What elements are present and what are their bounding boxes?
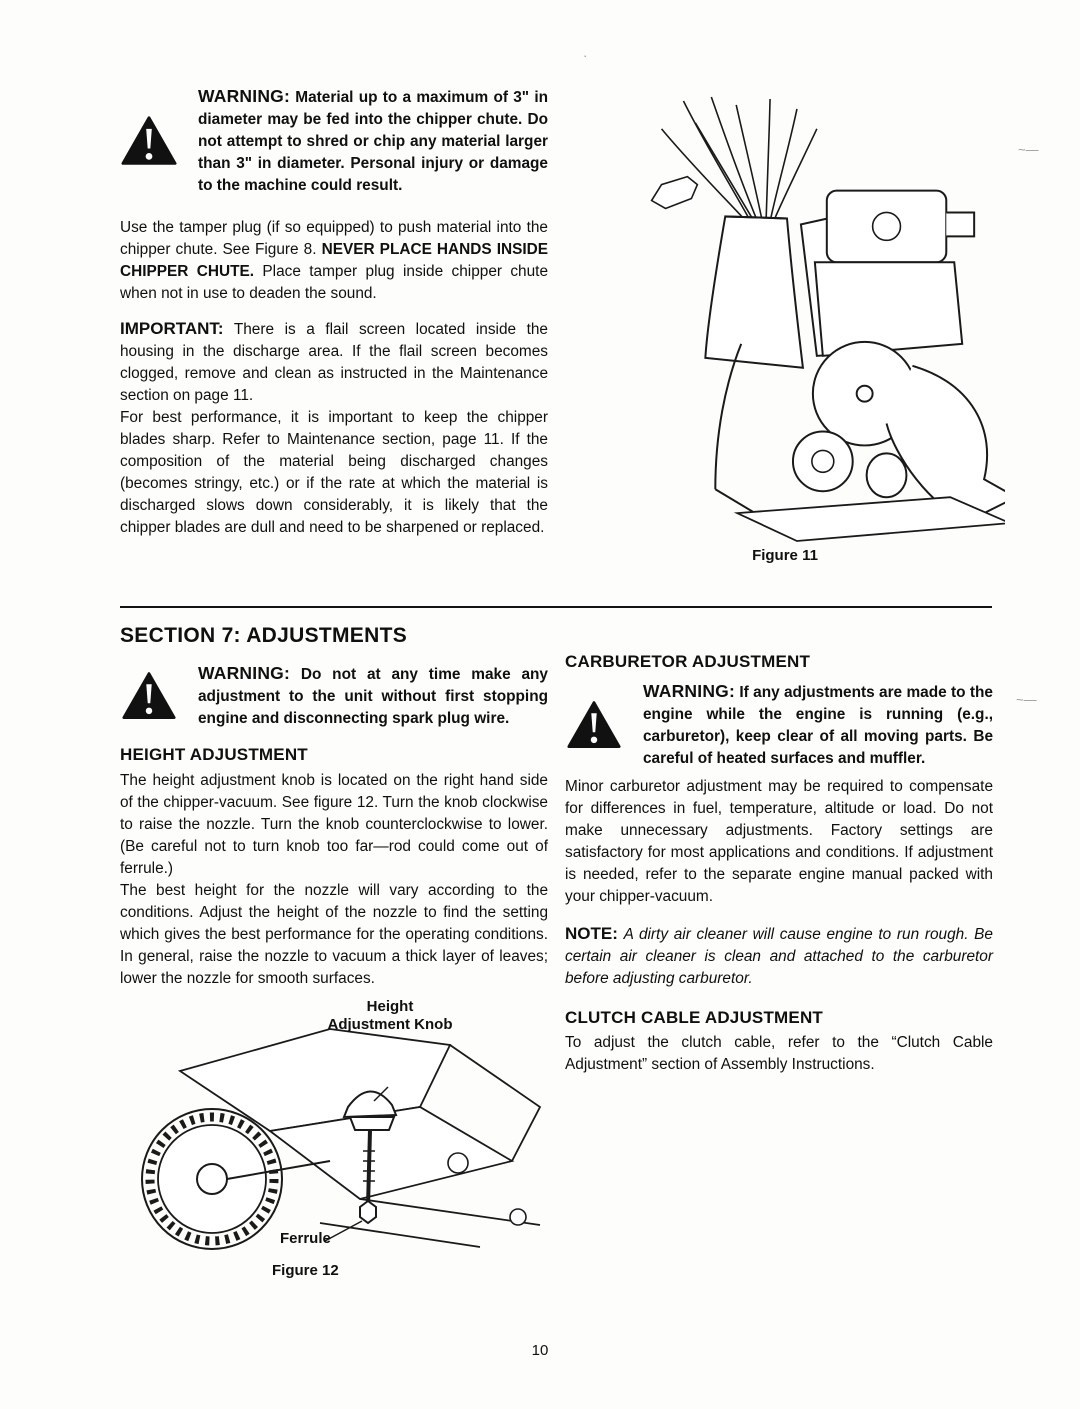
tamper-plug-text: Use the tamper plug (if so equipped) to push material into the chipper chute. See Figure 8. [120, 219, 548, 258]
note-text: A dirty air cleaner will cause engine to run rough. Be certain air cleaner is clean and attached to the carburetor before adjusting carburetor. [565, 926, 993, 987]
figure-11 [565, 95, 1005, 564]
never-place-hands-warning: NEVER PLACE HANDS INSIDE CHIPPER CHUTE. [120, 241, 549, 280]
scan-artifact: ~— [1018, 142, 1039, 157]
scan-artifact: ~— [1016, 692, 1037, 707]
figure-11-caption: Figure 11 [752, 547, 818, 564]
carburetor-paragraph: Minor carburetor adjustment may be required to compensate for differences in fuel, temperature, altitude or load. Do not make unnecessary adjustments. Factory settings are satisfactory for most applications and conditions. If adjustment is needed, refer to the separate engine manual packed with your chipper-vacuum. [565, 778, 993, 905]
tamper-plug-text-2: Place tamper plug inside chipper chute when not in use to deaden the sound. [120, 263, 549, 302]
clutch-cable-title: CLUTCH CABLE ADJUSTMENT [565, 1008, 824, 1027]
carburetor-adjustment-title: CARBURETOR ADJUSTMENT [565, 652, 811, 671]
warning-label: WARNING: [198, 663, 291, 683]
page-number: 10 [531, 1342, 549, 1359]
figure-12-ferrule-label: Ferrule [280, 1230, 331, 1247]
note-label: NOTE: [565, 924, 618, 943]
warning-engine-block [565, 680, 993, 770]
note-paragraph [565, 923, 993, 990]
top-left-column [120, 85, 548, 539]
warning-body: If any adjustments are made to the engine while the engine is running (e.g., carburetor), keep clear of all moving parts. Be careful of heated surfaces and muffler. [643, 684, 993, 767]
warning-triangle-icon [565, 700, 623, 750]
warning-material-block [120, 85, 548, 197]
important-text: There is a flail screen located inside the housing in the discharge area. If the flail screen becomes clogged, remove and clean as instructed in the Maintenance section on page 11. [120, 321, 548, 404]
height-adjustment-paragraph-2: The best height for the nozzle will vary according to the conditions. Adjust the height of the nozzle to find the setting which gives the best performance for the operating conditions. In general, raise the nozzle to vacuum a thick layer of leaves; lower the nozzle for smooth surfaces. [120, 882, 548, 987]
important-label: IMPORTANT: [120, 319, 224, 338]
figure-12 [120, 998, 548, 1298]
warning-label: WARNING: [198, 86, 291, 106]
warning-triangle-icon [120, 671, 178, 721]
warning-adjustment-block [120, 662, 548, 730]
warning-material-text [198, 85, 548, 197]
warning-triangle-icon [120, 115, 178, 167]
warning-label: WARNING: [643, 681, 736, 701]
height-adjustment-paragraph-1: The height adjustment knob is located on the right hand side of the chipper-vacuum. See figure 12. Turn the knob clockwise to raise the nozzle. Turn the knob counterclockwise to lower. (Be careful not to turn knob too far—rod could come out of ferrule.) [120, 772, 548, 877]
figure-12-caption: Figure 12 [272, 1262, 339, 1279]
bottom-right-column [565, 652, 993, 1076]
chipper-vacuum-illustration [565, 95, 1005, 543]
clutch-cable-paragraph: To adjust the clutch cable, refer to the “Clutch Cable Adjustment” section of Assembly Instructions. [565, 1034, 993, 1073]
tamper-plug-paragraph [120, 217, 548, 305]
best-performance-paragraph: For best performance, it is important to keep the chipper blades sharp. Refer to Maintenance section, page 11. If the composition of the material being discharged changes (becomes stringy, etc.) or if the rate at which the material is discharged slows down considerably, it is likely that the chipper blades are dull and need to be sharpened or replaced. [120, 409, 548, 536]
bottom-left-column [120, 624, 548, 1298]
warning-engine-text [643, 680, 993, 770]
warning-adjustment-text [198, 662, 548, 730]
important-paragraph [120, 318, 548, 407]
scan-artifact: · [583, 48, 588, 63]
figure-12-knob-label: Height Adjustment Knob [327, 998, 453, 1033]
warning-body: Material up to a maximum of 3" in diameter may be fed into the chipper chute. Do not attempt to shred or chip any material larger than 3" in diameter. Personal injury or damage to the machine could result. [198, 89, 549, 194]
warning-body: Do not at any time make any adjustment to the unit without first stopping engine and disconnecting spark plug wire. [198, 666, 548, 727]
section-7-title: SECTION 7: ADJUSTMENTS [120, 624, 408, 647]
section-divider [120, 606, 992, 608]
height-knob-illustration [120, 1010, 550, 1262]
height-adjustment-title: HEIGHT ADJUSTMENT [120, 745, 308, 764]
